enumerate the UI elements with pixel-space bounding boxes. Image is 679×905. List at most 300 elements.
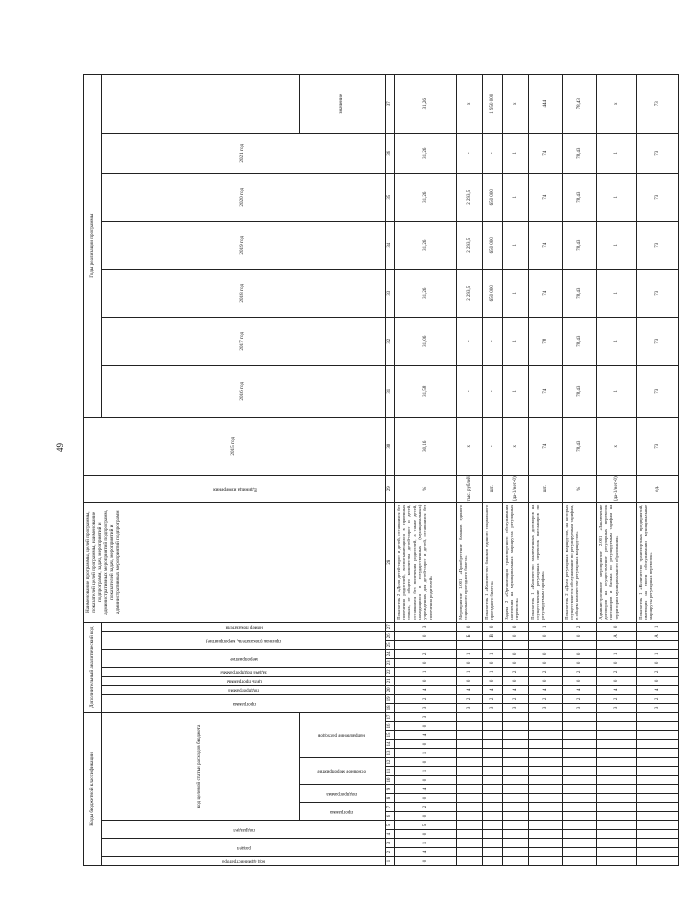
- value-2019: 650 000: [482, 221, 502, 269]
- column-number: 10: [385, 776, 394, 785]
- value-2021: -: [482, 133, 502, 173]
- value-2020: 2 293,5: [456, 173, 482, 221]
- value-2017: 73: [636, 317, 678, 365]
- header-task: задача подпрограммы: [102, 667, 386, 676]
- value-2015: 74: [528, 417, 562, 475]
- value-2019: 74: [528, 221, 562, 269]
- table-row: [394, 74, 456, 865]
- column-number: 33: [385, 269, 394, 317]
- indicator-description: Показатель 1 «Количество заключенных договоров на осуществление регулярных перевозок пассажиров по регулируемым тарифам»: [528, 502, 562, 622]
- code-cell: 4: [394, 785, 456, 794]
- target-value: 78,43: [562, 74, 596, 133]
- code-cell: 3: [502, 703, 528, 712]
- header-goal: цель программы: [102, 676, 386, 685]
- code-cell: [456, 640, 482, 649]
- code-cell: 3: [596, 703, 636, 712]
- code-cell: [596, 712, 636, 721]
- value-2021: -: [456, 133, 482, 173]
- code-cell: 0: [502, 631, 528, 640]
- code-cell: [456, 821, 482, 830]
- code-cell: [596, 821, 636, 830]
- code-cell: [456, 767, 482, 776]
- code-cell: [528, 758, 562, 767]
- code-cell: 1: [482, 667, 502, 676]
- code-cell: 4: [562, 685, 596, 694]
- code-cell: 0: [562, 649, 596, 658]
- code-cell: [562, 803, 596, 812]
- unit-cell: (да-1/нет-0): [502, 475, 528, 502]
- code-cell: [528, 712, 562, 721]
- code-cell: [456, 839, 482, 848]
- code-cell: [502, 839, 528, 848]
- code-cell: [482, 740, 502, 749]
- column-number: 17: [385, 712, 394, 721]
- code-cell: [636, 758, 678, 767]
- code-cell: [636, 803, 678, 812]
- code-cell: 0: [596, 676, 636, 685]
- code-cell: [596, 758, 636, 767]
- code-cell: [502, 722, 528, 731]
- code-cell: [502, 776, 528, 785]
- header-code-subprogram: подпрограмма: [299, 785, 385, 803]
- code-cell: 0: [456, 658, 482, 667]
- value-2019: 2 293,5: [456, 221, 482, 269]
- code-cell: [502, 848, 528, 857]
- value-2016: 1: [596, 365, 636, 417]
- code-cell: [562, 812, 596, 821]
- code-cell: [456, 776, 482, 785]
- indicator-description: Показатель 1 «Количество транспортных предприятий, имеющих на своем обслуживании муниципальные маршруты регулярных перевозок»: [636, 502, 678, 622]
- table-body: [394, 74, 678, 865]
- code-cell: [502, 712, 528, 721]
- code-cell: 2: [596, 667, 636, 676]
- value-2015: 73: [636, 417, 678, 475]
- value-2020: 1: [502, 173, 528, 221]
- code-cell: 2: [394, 649, 456, 658]
- code-cell: [482, 767, 502, 776]
- column-number: 30: [385, 417, 394, 475]
- code-cell: 3: [636, 703, 678, 712]
- code-cell: 1: [394, 667, 456, 676]
- code-cell: 1: [394, 749, 456, 758]
- target-value: х: [456, 74, 482, 133]
- code-cell: [596, 803, 636, 812]
- code-cell: [394, 640, 456, 649]
- value-2017: 78,43: [562, 317, 596, 365]
- value-2019: 1: [596, 221, 636, 269]
- code-cell: 4: [456, 685, 482, 694]
- code-cell: [528, 776, 562, 785]
- code-cell: [636, 722, 678, 731]
- code-cell: [482, 640, 502, 649]
- code-cell: 0: [456, 676, 482, 685]
- code-cell: [482, 749, 502, 758]
- code-cell: [482, 839, 502, 848]
- column-number: 8: [385, 794, 394, 803]
- code-cell: 0: [394, 794, 456, 803]
- code-cell: 0: [482, 622, 502, 631]
- code-cell: [636, 776, 678, 785]
- code-cell: [502, 821, 528, 830]
- value-2020: 650 000: [482, 173, 502, 221]
- indicator-description: Задача 2 «Организация транспортного обслуживания населения на муниципальных маршрутах регулярных перевозок»: [502, 502, 528, 622]
- target-value: 73: [636, 74, 678, 133]
- code-cell: [562, 857, 596, 866]
- code-cell: [636, 848, 678, 857]
- value-2015: -: [482, 417, 502, 475]
- code-cell: [528, 839, 562, 848]
- code-cell: 1: [456, 649, 482, 658]
- code-cell: 0: [562, 658, 596, 667]
- value-2021: 1: [502, 133, 528, 173]
- program-indicators-table: [83, 74, 679, 866]
- code-cell: [502, 812, 528, 821]
- header-program: программа: [102, 694, 386, 712]
- table-row: [636, 74, 678, 865]
- column-number: 13: [385, 749, 394, 758]
- value-2019: 73: [636, 221, 678, 269]
- code-cell: 3: [528, 703, 562, 712]
- code-cell: [456, 749, 482, 758]
- code-cell: [636, 839, 678, 848]
- column-number: 27: [385, 622, 394, 631]
- target-value: 444: [528, 74, 562, 133]
- column-number: 37: [385, 74, 394, 133]
- code-cell: [456, 758, 482, 767]
- code-cell: [502, 803, 528, 812]
- value-2019: 78,43: [562, 221, 596, 269]
- value-2016: 73: [636, 365, 678, 417]
- value-2017: -: [482, 317, 502, 365]
- value-2020: 78,43: [562, 173, 596, 221]
- code-cell: [636, 830, 678, 839]
- code-cell: 2: [394, 803, 456, 812]
- code-cell: 1: [482, 649, 502, 658]
- header-year-2018: 2018 год: [102, 269, 386, 317]
- code-cell: 0: [394, 740, 456, 749]
- code-cell: 0: [394, 676, 456, 685]
- target-value: 1 950 000: [482, 74, 502, 133]
- code-cell: [636, 785, 678, 794]
- code-cell: 5: [394, 821, 456, 830]
- code-cell: [456, 803, 482, 812]
- code-cell: 4: [596, 685, 636, 694]
- value-2020: 73: [636, 173, 678, 221]
- code-cell: [562, 848, 596, 857]
- code-cell: 2: [482, 694, 502, 703]
- column-number: 3: [385, 839, 394, 848]
- code-cell: [636, 767, 678, 776]
- code-cell: [562, 740, 596, 749]
- code-cell: 0: [482, 676, 502, 685]
- header-year-2016: 2016 год: [102, 365, 386, 417]
- code-cell: [482, 848, 502, 857]
- code-cell: [636, 794, 678, 803]
- code-cell: [528, 794, 562, 803]
- column-number: 9: [385, 785, 394, 794]
- column-number: 14: [385, 740, 394, 749]
- code-cell: [482, 830, 502, 839]
- code-cell: [482, 722, 502, 731]
- value-2018: 73: [636, 269, 678, 317]
- header-code-program: программа: [299, 803, 385, 821]
- code-cell: [636, 740, 678, 749]
- value-2020: 31,26: [394, 173, 456, 221]
- code-cell: [528, 722, 562, 731]
- header-year-2015: 2015 год: [84, 417, 386, 475]
- code-cell: 0: [394, 758, 456, 767]
- code-cell: [596, 640, 636, 649]
- value-2016: 31,58: [394, 365, 456, 417]
- code-cell: [596, 767, 636, 776]
- column-number: 25: [385, 640, 394, 649]
- code-cell: [636, 812, 678, 821]
- value-2015: х: [502, 417, 528, 475]
- header-year-2019: 2019 год: [102, 221, 386, 269]
- code-cell: [528, 812, 562, 821]
- value-2018: 1: [502, 269, 528, 317]
- code-cell: [562, 731, 596, 740]
- code-cell: 4: [394, 731, 456, 740]
- code-cell: [636, 857, 678, 866]
- header-budget-codes: Коды бюджетной классификации: [84, 712, 102, 865]
- header-event: мероприятие: [102, 649, 386, 667]
- code-cell: 0: [528, 649, 562, 658]
- code-cell: [528, 767, 562, 776]
- column-number: 26: [385, 631, 394, 640]
- code-cell: [482, 758, 502, 767]
- column-number: 21: [385, 676, 394, 685]
- value-2018: 2 293,5: [456, 269, 482, 317]
- code-cell: [502, 794, 528, 803]
- code-cell: 0: [502, 649, 528, 658]
- value-2015: х: [596, 417, 636, 475]
- code-cell: [528, 830, 562, 839]
- code-cell: [456, 857, 482, 866]
- column-number: 19: [385, 694, 394, 703]
- code-cell: 0: [596, 658, 636, 667]
- value-2021: 78,43: [562, 133, 596, 173]
- table-row: [502, 74, 528, 865]
- code-cell: [562, 640, 596, 649]
- header-name-column: Наименование программы, целей программы, показателей целей программы, наименование подпрограмм, задач, мероприятий и административных мероприятий подпрограмм, показателей задач, мероприятий и административных мероприятий подпрограмм: [84, 502, 386, 622]
- value-2017: 1: [596, 317, 636, 365]
- code-cell: [596, 830, 636, 839]
- indicator-description: Показатель 2 «Доля детей-сирот и детей, оставшихся без попечения родителей, воспитывающихся в приемных семьях, от общего количества детей-сирот и детей, оставшихся без попечения родителей, а также детей, находящихся в государственных (муниципальных) учреждениях для детей-сирот и детей, оставшихся без попечения родителей»: [394, 502, 456, 622]
- value-2015: 78,43: [562, 417, 596, 475]
- code-cell: [502, 740, 528, 749]
- header-podrazdel: подраздел: [102, 821, 386, 839]
- value-2020: 1: [596, 173, 636, 221]
- code-cell: 0: [502, 622, 528, 631]
- value-2018: 74: [528, 269, 562, 317]
- value-2018: 31,26: [394, 269, 456, 317]
- header-indicator-sign: признак (показатель, мероприятие): [102, 631, 386, 649]
- code-cell: 0: [394, 658, 456, 667]
- code-cell: А: [636, 631, 678, 640]
- code-cell: [528, 857, 562, 866]
- header-target-article-code: код целевой статьи расходов бюджета: [102, 712, 300, 820]
- code-cell: [636, 821, 678, 830]
- code-cell: 4: [394, 685, 456, 694]
- code-cell: [502, 767, 528, 776]
- value-2016: -: [456, 365, 482, 417]
- code-cell: В: [482, 631, 502, 640]
- code-cell: [562, 794, 596, 803]
- target-value: х: [596, 74, 636, 133]
- unit-cell: %: [394, 475, 456, 502]
- header-index-number: номер показателя: [102, 622, 386, 631]
- indicator-description: Административное мероприятие 2.001 «Заключение договоров на осуществление регулярных перевозок пассажиров и багажа по регулируемым тарифам на территории муниципального образования»: [596, 502, 636, 622]
- code-cell: [596, 857, 636, 866]
- code-cell: [596, 839, 636, 848]
- code-cell: [636, 749, 678, 758]
- code-cell: 0: [482, 658, 502, 667]
- header-year-2020: 2020 год: [102, 173, 386, 221]
- column-numbers-row: [385, 74, 394, 865]
- column-number: 24: [385, 649, 394, 658]
- column-number: 28: [385, 502, 394, 622]
- header-code-direction: направление расходов: [299, 712, 385, 757]
- code-cell: 2: [502, 694, 528, 703]
- column-number: 20: [385, 685, 394, 694]
- column-number: 15: [385, 731, 394, 740]
- code-cell: 0: [394, 857, 456, 866]
- code-cell: [482, 785, 502, 794]
- code-cell: 0: [636, 658, 678, 667]
- code-cell: [482, 712, 502, 721]
- code-cell: [482, 812, 502, 821]
- code-cell: [562, 722, 596, 731]
- code-cell: 0: [502, 658, 528, 667]
- code-cell: [562, 749, 596, 758]
- code-cell: 1: [394, 839, 456, 848]
- code-cell: [562, 767, 596, 776]
- code-cell: [482, 794, 502, 803]
- value-2017: -: [456, 317, 482, 365]
- header-year-2017: 2017 год: [102, 317, 386, 365]
- column-number: 18: [385, 703, 394, 712]
- code-cell: 2: [596, 694, 636, 703]
- code-cell: 1: [596, 649, 636, 658]
- code-cell: 0: [394, 830, 456, 839]
- table-row: [456, 74, 482, 865]
- code-cell: [596, 722, 636, 731]
- value-2015: 30,16: [394, 417, 456, 475]
- code-cell: [636, 640, 678, 649]
- code-cell: [562, 776, 596, 785]
- code-cell: 1: [456, 667, 482, 676]
- column-number: 12: [385, 758, 394, 767]
- header-razdel: раздел: [102, 839, 386, 857]
- code-cell: [596, 749, 636, 758]
- code-cell: 1: [528, 622, 562, 631]
- column-number: 1: [385, 857, 394, 866]
- value-2015: х: [456, 417, 482, 475]
- code-cell: [596, 785, 636, 794]
- header-unit-column: Единица измерения: [84, 475, 386, 502]
- code-cell: [596, 794, 636, 803]
- value-2021: 1: [596, 133, 636, 173]
- header-subprogram: подпрограмма: [102, 685, 386, 694]
- target-value: 31,26: [394, 74, 456, 133]
- code-cell: А: [596, 631, 636, 640]
- code-cell: 2: [562, 694, 596, 703]
- code-cell: [562, 821, 596, 830]
- code-cell: 0: [562, 631, 596, 640]
- code-cell: 0: [394, 776, 456, 785]
- code-cell: 4: [528, 685, 562, 694]
- column-number: 5: [385, 821, 394, 830]
- indicator-description: Показатель 1 «Количество бланков единого социального проездного билета»: [482, 502, 502, 622]
- rotated-table-wrapper: [83, 75, 660, 866]
- code-cell: [596, 848, 636, 857]
- column-number: 2: [385, 848, 394, 857]
- value-2018: 650 000: [482, 269, 502, 317]
- column-number: 32: [385, 317, 394, 365]
- code-cell: [456, 848, 482, 857]
- code-cell: 0: [502, 676, 528, 685]
- code-cell: [456, 740, 482, 749]
- value-2018: 1: [596, 269, 636, 317]
- code-cell: [562, 839, 596, 848]
- code-cell: 2: [456, 694, 482, 703]
- code-cell: [456, 712, 482, 721]
- column-number: 34: [385, 221, 394, 269]
- code-cell: [596, 731, 636, 740]
- code-cell: [562, 712, 596, 721]
- value-2016: 1: [502, 365, 528, 417]
- code-cell: [482, 731, 502, 740]
- table-row: [482, 74, 502, 865]
- code-cell: 0: [394, 631, 456, 640]
- column-number: 29: [385, 475, 394, 502]
- code-cell: [456, 722, 482, 731]
- code-cell: [528, 749, 562, 758]
- code-cell: [528, 821, 562, 830]
- code-cell: [528, 640, 562, 649]
- code-cell: 3: [456, 703, 482, 712]
- unit-cell: шт.: [528, 475, 562, 502]
- code-cell: 2: [562, 622, 596, 631]
- code-cell: 2: [528, 694, 562, 703]
- value-2021: 73: [636, 133, 678, 173]
- code-cell: 2: [394, 694, 456, 703]
- code-cell: 2: [528, 667, 562, 676]
- code-cell: [502, 830, 528, 839]
- column-number: 16: [385, 722, 394, 731]
- code-cell: 1: [394, 767, 456, 776]
- code-cell: 3: [482, 703, 502, 712]
- code-cell: [636, 712, 678, 721]
- column-number: 36: [385, 133, 394, 173]
- code-cell: 1: [636, 649, 678, 658]
- code-cell: 3: [394, 703, 456, 712]
- header-year-2021: 2021 год: [102, 133, 386, 173]
- unit-cell: (да-1/нет-0): [596, 475, 636, 502]
- indicator-description: Мероприятие 1.001 «Приобретение бланков единого социального проездного билета»: [456, 502, 482, 622]
- code-cell: [482, 803, 502, 812]
- code-cell: [502, 640, 528, 649]
- code-cell: [562, 758, 596, 767]
- code-cell: [596, 740, 636, 749]
- unit-cell: тыс. рублей: [456, 475, 482, 502]
- indicator-description: Показатель 2 «Доля регулярных маршрутов, на которых осуществляется обслуживание по регулируемым тарифам, в общем количестве регулярных маршрутов»: [562, 502, 596, 622]
- code-cell: 0: [456, 622, 482, 631]
- code-cell: [456, 731, 482, 740]
- code-cell: [502, 749, 528, 758]
- code-cell: [482, 857, 502, 866]
